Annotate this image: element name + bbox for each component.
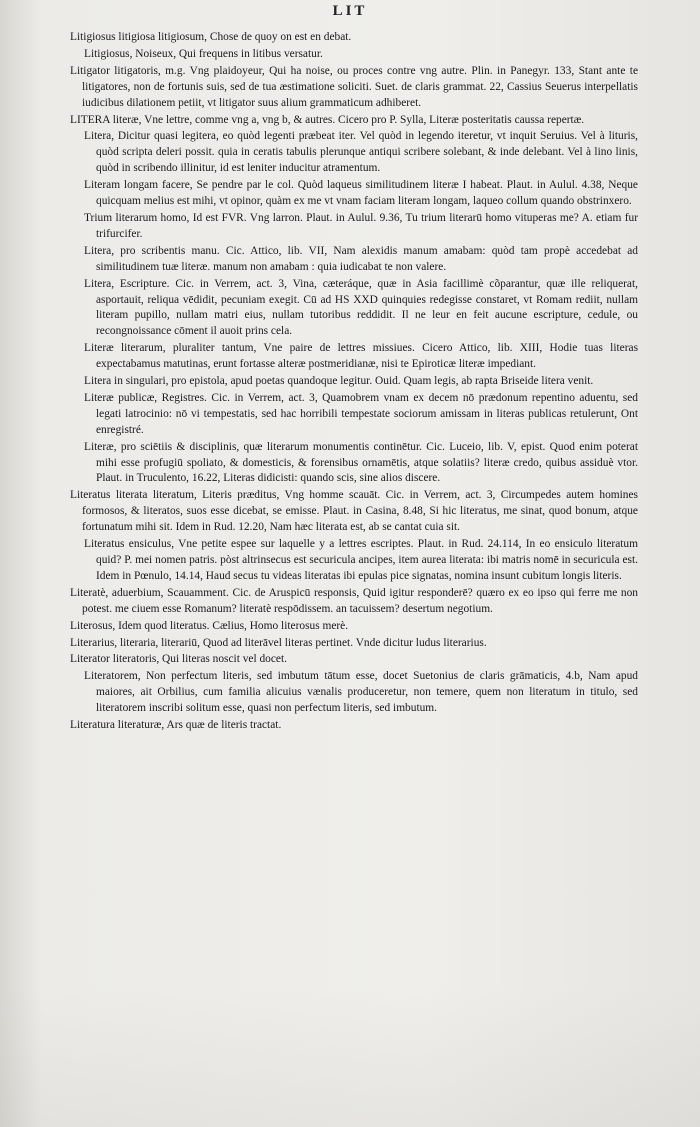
running-head: LIT [332,3,368,19]
headword-entry: Literatura literaturæ, Ars quæ de literis tractat. [70,719,282,732]
sub-entry: Litera, Dicitur quasi legitera, eo quòd legenti præbeat iter. Vel quòd in legendo iteretur, vt inquit Seruius. Vel à lituris, quòd scripta deleri possit. quia in ceratis tabulis plerunque antiqui scribere solebant, & inde delebant. Vel à lino linis, quòd in scribendo illinitur, id est leniter inducitur atramentum. [84,130,638,175]
sub-entry: Literæ publicæ, Registres. Cic. in Verrem, act. 3, Quamobrem vnam ex decem nō prædonum repentino aduentu, sed legati latrocinio: nō vi tempestatis, sed hac horribili tempestate sociorum amissam in literas publicas retulerunt, Ont enregistré. [84,391,638,436]
sub-entry: Trium literarum homo, Id est FVR. Vng larron. Plaut. in Aulul. 9.36, Tu trium literarū homo vituperas me? A. etiam fur trifurcifer. [84,211,638,240]
sub-entry: Litigiosus, Noiseux, Qui frequens in litibus versatur. [84,47,323,60]
headword-entry: LITERA literæ, Vne lettre, comme vng a, vng b, & autres. Cicero pro P. Sylla, Literæ posteritatis caussa repertæ. [70,113,585,126]
headword-entry: Literatus literata literatum, Literis præditus, Vng homme scauāt. Cic. in Verrem, act. 3, Circumpedes autem homines formosos, & literatos, suos esse dicebat, se emisse. Plaut. in Casina, 8.48, Si hic literatus, me sinat, quod bonum, atque fortunatum mihi sit. Idem in Rud. 12.20, Nam hæc literata est, ab se cantat cuia sit. [70,489,638,534]
sub-entry: Litera, Escripture. Cic. in Verrem, act. 3, Vina, cæteráque, quæ in Asia facillimè cõparantur, quæ ille reliquerat, asportauit, reliqua vēdidit, pecuniam exegit. Cū ad HS XXD quinquies redegisse constaret, vt Romam rediit, nullam literam pupillo, nullam matri eius, nullam tutoribus reddidit. Il ne leur en feit aucune escripture, cedule, ou recongnoissance cōment il auoit prins cela. [84,277,638,338]
sub-entry: Literæ literarum, pluraliter tantum, Vne paire de lettres missiues. Cicero Attico, lib. XIII, Hodie tuas literas expectabamus matutinas, erunt fortasse alteræ postmeridianæ, nisi te Epiroticæ literæ impediant. [84,342,638,371]
headword-entry: Literatè, aduerbium, Scauamment. Cic. de Aruspicū responsis, Quid igitur responderē? quæro ex eo ipso qui ferre me non potest. me ciuem esse Romanum? literatè respōdissem. an tacuissem? desertum negotium. [70,586,638,615]
sub-entry: Literatorem, Non perfectum literis, sed imbutum tātum esse, docet Suetonius de claris grāmaticis, 4.b, Nam apud maiores, ait Orbilius, cum familia alicuius vænalis produceretur, non temere, quem non literatum in titulo, sed literatorem inscribi solitum esse, quasi non perfectum literis, sed imbutum. [84,670,638,715]
sub-entry: Literam longam facere, Se pendre par le col. Quòd laqueus similitudinem literæ I habeat. Plaut. in Aulul. 4.38, Neque quicquam melius est mihi, vt opinor, quàm ex me vt vnam faciam literam longam, laqueo collum quando obstrinxero. [84,179,638,208]
headword-entry: Litigiosus litigiosa litigiosum, Chose de quoy on est en debat. [70,31,352,43]
headword-entry: Literosus, Idem quod literatus. Cælius, Homo literosus merè. [70,619,349,632]
sub-entry: Litera, pro scribentis manu. Cic. Attico, lib. VII, Nam alexidis manum amabam: quòd tam propè accedebat ad similitudinem tuæ literæ. manum non amabam : quia iudicabat te non valere. [84,244,638,273]
sub-entry: Litera in singulari, pro epistola, apud poetas quandoque legitur. Ouid. Quam legis, ab rapta Briseide litera venit. [84,375,594,388]
headword-entry: Literator literatoris, Qui literas noscit vel docet. [70,653,287,666]
sub-entry: Literæ, pro sciētiis & disciplinis, quæ literarum monumentis continētur. Cic. Luceio, lib. V, epist. Quod enim poterat mihi esse profugiū spoliato, & domesticis, & forensibus ornamētis, atque solatiis? literæ credo, quibus assiduè vtor. Plaut. in Truculento, 16.22, Literas didicisti: quando scis, sine alios discere. [84,440,638,485]
headword-entry: Litigator litigatoris, m.g. Vng plaidoyeur, Qui ha noise, ou proces contre vng autre. Plin. in Panegyr. 133, Stant ante te litigatores, non de fortunis suis, sed de tua æstimatione soliciti. Suet. de claris grammat. 22, Cassius Seuerus interpellatis iudicibus dilationem petiit, vt litigator suus alium grammaticum adhiberet. [70,64,638,109]
dictionary-entries [70,30,638,734]
sub-entry: Literatus ensiculus, Vne petite espee sur laquelle y a lettres escriptes. Plaut. in Rud. 24.114, In eo ensiculo literatum quid? P. mei nomen patris. pòst altrinsecus est securicula ancipes, item aurea literata: ibi matris nomē in securicula est. Idem in Pœnulo, 14.14, Haud secus tu videas literatas ibi epulas pice signatas, nomina insunt cubitum longis literis. [84,538,638,582]
headword-entry: Literarius, literaria, literariū, Quod ad literāvel literas pertinet. Vnde dicitur ludus literarius. [70,636,487,649]
page-shadow [0,987,700,1127]
